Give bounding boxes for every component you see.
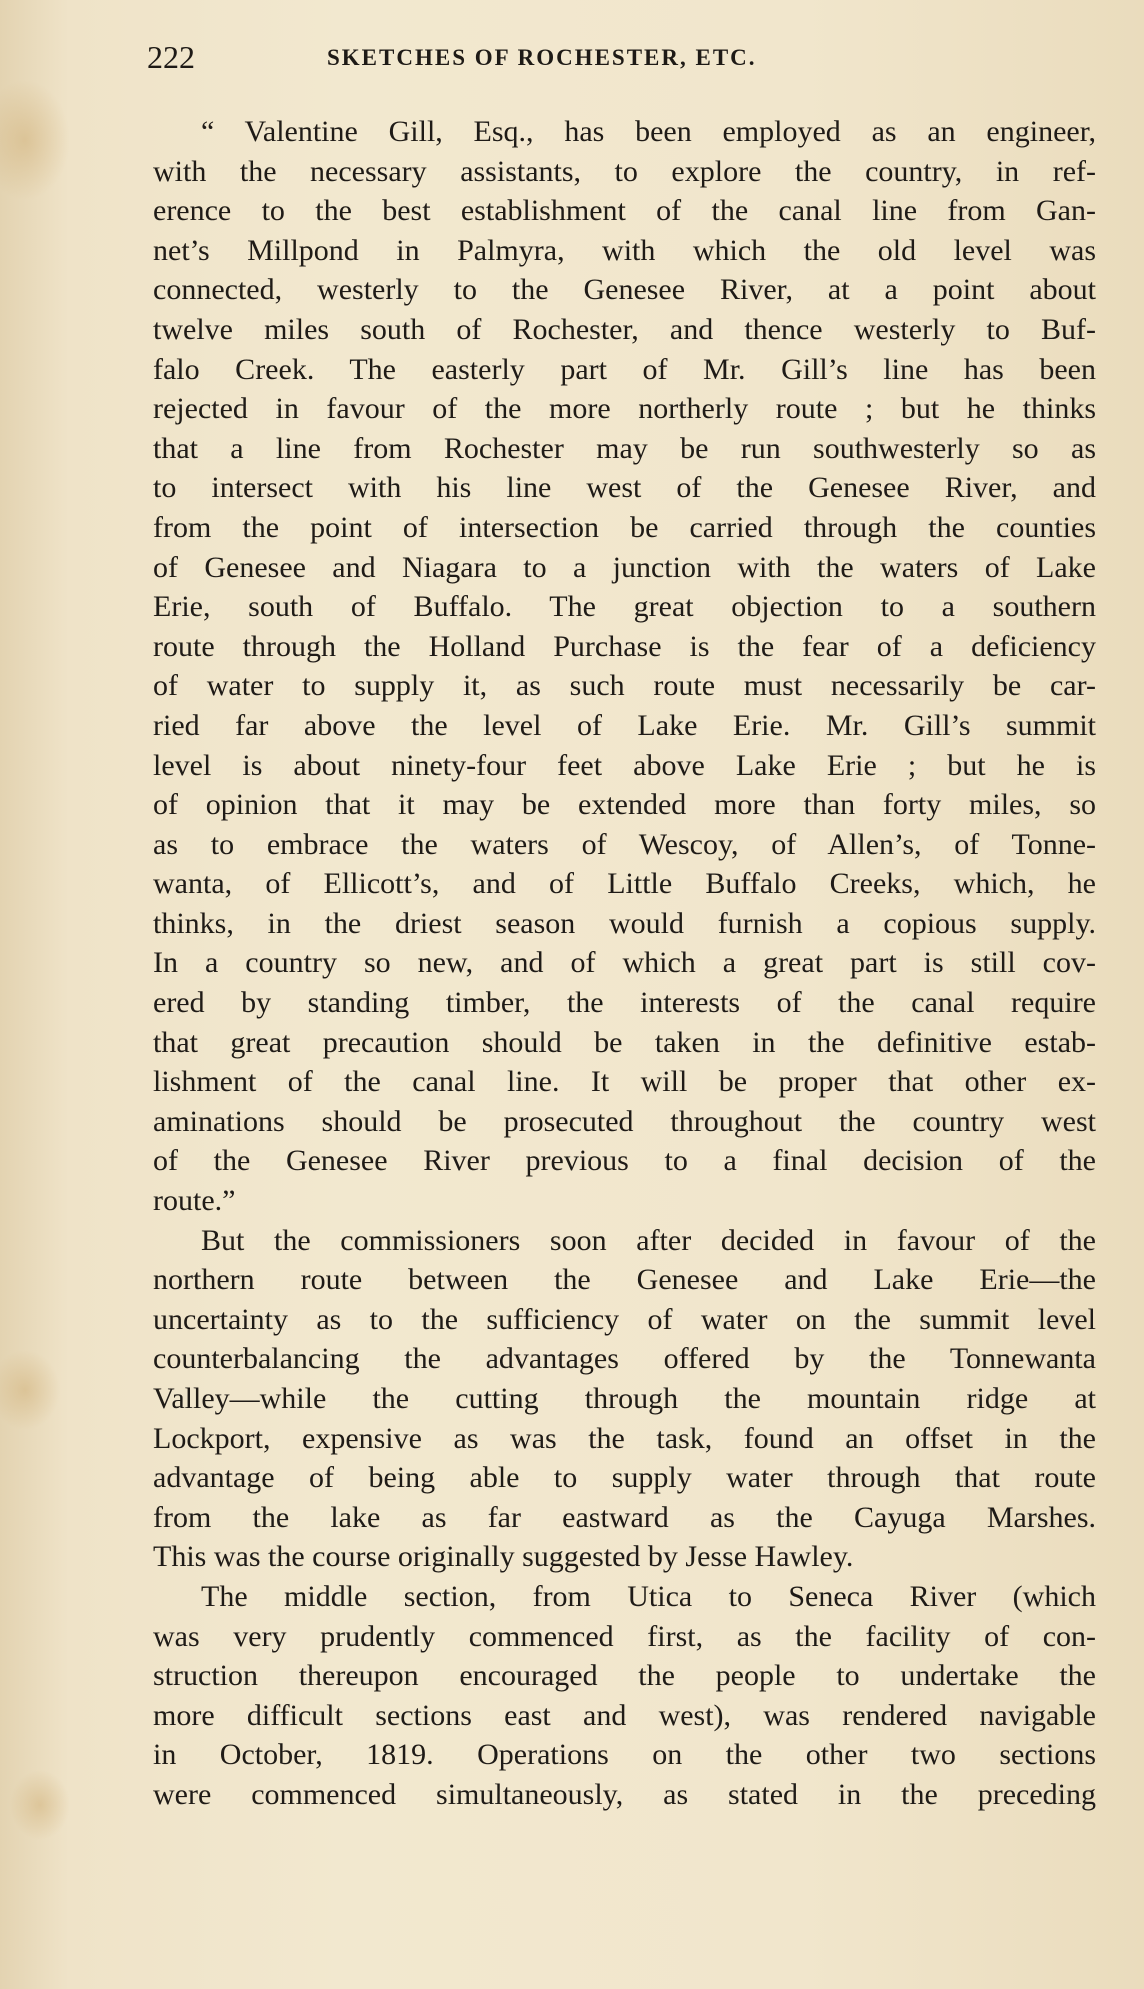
text-line: ried far above the level of Lake Erie. Mr. Gill’s summit bbox=[153, 708, 1096, 742]
text-line: “ Valentine Gill, Esq., has been employed as an engineer, bbox=[201, 115, 1096, 148]
text-line: from the lake as far eastward as the Cayuga Marshes. bbox=[153, 1500, 1096, 1534]
text-line: Valley—while the cutting through the mountain ridge at bbox=[153, 1382, 1096, 1415]
page-number: 222 bbox=[147, 39, 195, 75]
text-line: net’s Millpond in Palmyra, with which the old level was bbox=[153, 233, 1096, 267]
text-line: thinks, in the driest season would furnish a copious supply. bbox=[153, 906, 1096, 940]
text-line: route.” bbox=[153, 1184, 236, 1218]
text-line: of Genesee and Niagara to a junction with the waters of Lake bbox=[153, 550, 1096, 584]
text-line: erence to the best establishment of the canal line from Gan- bbox=[153, 194, 1096, 228]
text-line: to intersect with his line west of the Genesee River, and bbox=[153, 471, 1096, 505]
page-header bbox=[147, 36, 1097, 78]
text-line: twelve miles south of Rochester, and thence westerly to Buf- bbox=[153, 312, 1096, 346]
text-line: Erie, south of Buffalo. The great objection to a southern bbox=[153, 590, 1096, 624]
text-line: route through the Holland Purchase is the fear of a deficiency bbox=[153, 629, 1096, 663]
text-line: falo Creek. The easterly part of Mr. Gill’s line has been bbox=[153, 352, 1096, 386]
text-line: This was the course originally suggested by Jesse Hawley. bbox=[153, 1540, 854, 1574]
text-line: counterbalancing the advantages offered by the Tonnewanta bbox=[153, 1342, 1096, 1376]
foxing-stain bbox=[0, 1350, 60, 1430]
body-text bbox=[153, 112, 1096, 1815]
text-line: connected, westerly to the Genesee River, at a point about bbox=[153, 273, 1096, 307]
text-line: In a country so new, and of which a great part is still cov- bbox=[153, 946, 1096, 980]
text-line: struction thereupon encouraged the people to undertake the bbox=[153, 1659, 1096, 1693]
text-line: advantage of being able to supply water through that route bbox=[153, 1461, 1096, 1495]
foxing-stain bbox=[10, 1770, 70, 1840]
text-line: more difficult sections east and west), was rendered navigable bbox=[153, 1698, 1096, 1732]
text-line: was very prudently commenced first, as the facility of con- bbox=[153, 1619, 1096, 1653]
text-line: in October, 1819. Operations on the other two sections bbox=[153, 1738, 1096, 1772]
text-line: from the point of intersection be carried through the counties bbox=[153, 510, 1096, 544]
text-line: that a line from Rochester may be run southwesterly so as bbox=[153, 431, 1096, 465]
text-line: as to embrace the waters of Wescoy, of Allen’s, of Tonne- bbox=[153, 827, 1096, 861]
text-line: Lockport, expensive as was the task, found an offset in the bbox=[153, 1421, 1096, 1455]
text-line: of water to supply it, as such route must necessarily be car- bbox=[153, 669, 1096, 703]
text-line: wanta, of Ellicott’s, and of Little Buffalo Creeks, which, he bbox=[153, 867, 1096, 901]
text-line: northern route between the Genesee and Lake Erie—the bbox=[153, 1263, 1096, 1297]
text-line: were commenced simultaneously, as stated in the preceding bbox=[153, 1777, 1096, 1811]
foxing-stain bbox=[0, 80, 70, 200]
text-line: But the commissioners soon after decided in favour of the bbox=[201, 1223, 1096, 1257]
text-line: of opinion that it may be extended more than forty miles, so bbox=[153, 788, 1096, 822]
text-line: with the necessary assistants, to explore the country, in ref- bbox=[153, 154, 1096, 188]
text-line: The middle section, from Utica to Seneca River (which bbox=[201, 1579, 1096, 1613]
text-line: of the Genesee River previous to a final decision of the bbox=[153, 1144, 1096, 1178]
text-line: uncertainty as to the sufficiency of water on the summit level bbox=[153, 1302, 1096, 1336]
text-line: ered by standing timber, the interests of the canal require bbox=[153, 986, 1096, 1020]
running-head: SKETCHES OF ROCHESTER, ETC. bbox=[327, 45, 757, 70]
text-line: rejected in favour of the more northerly route ; but he thinks bbox=[153, 392, 1096, 426]
text-line: level is about ninety-four feet above Lake Erie ; but he is bbox=[153, 748, 1096, 782]
text-line: that great precaution should be taken in the definitive estab- bbox=[153, 1025, 1096, 1059]
text-line: aminations should be prosecuted throughout the country west bbox=[153, 1104, 1096, 1138]
text-line: lishment of the canal line. It will be proper that other ex- bbox=[153, 1065, 1096, 1099]
